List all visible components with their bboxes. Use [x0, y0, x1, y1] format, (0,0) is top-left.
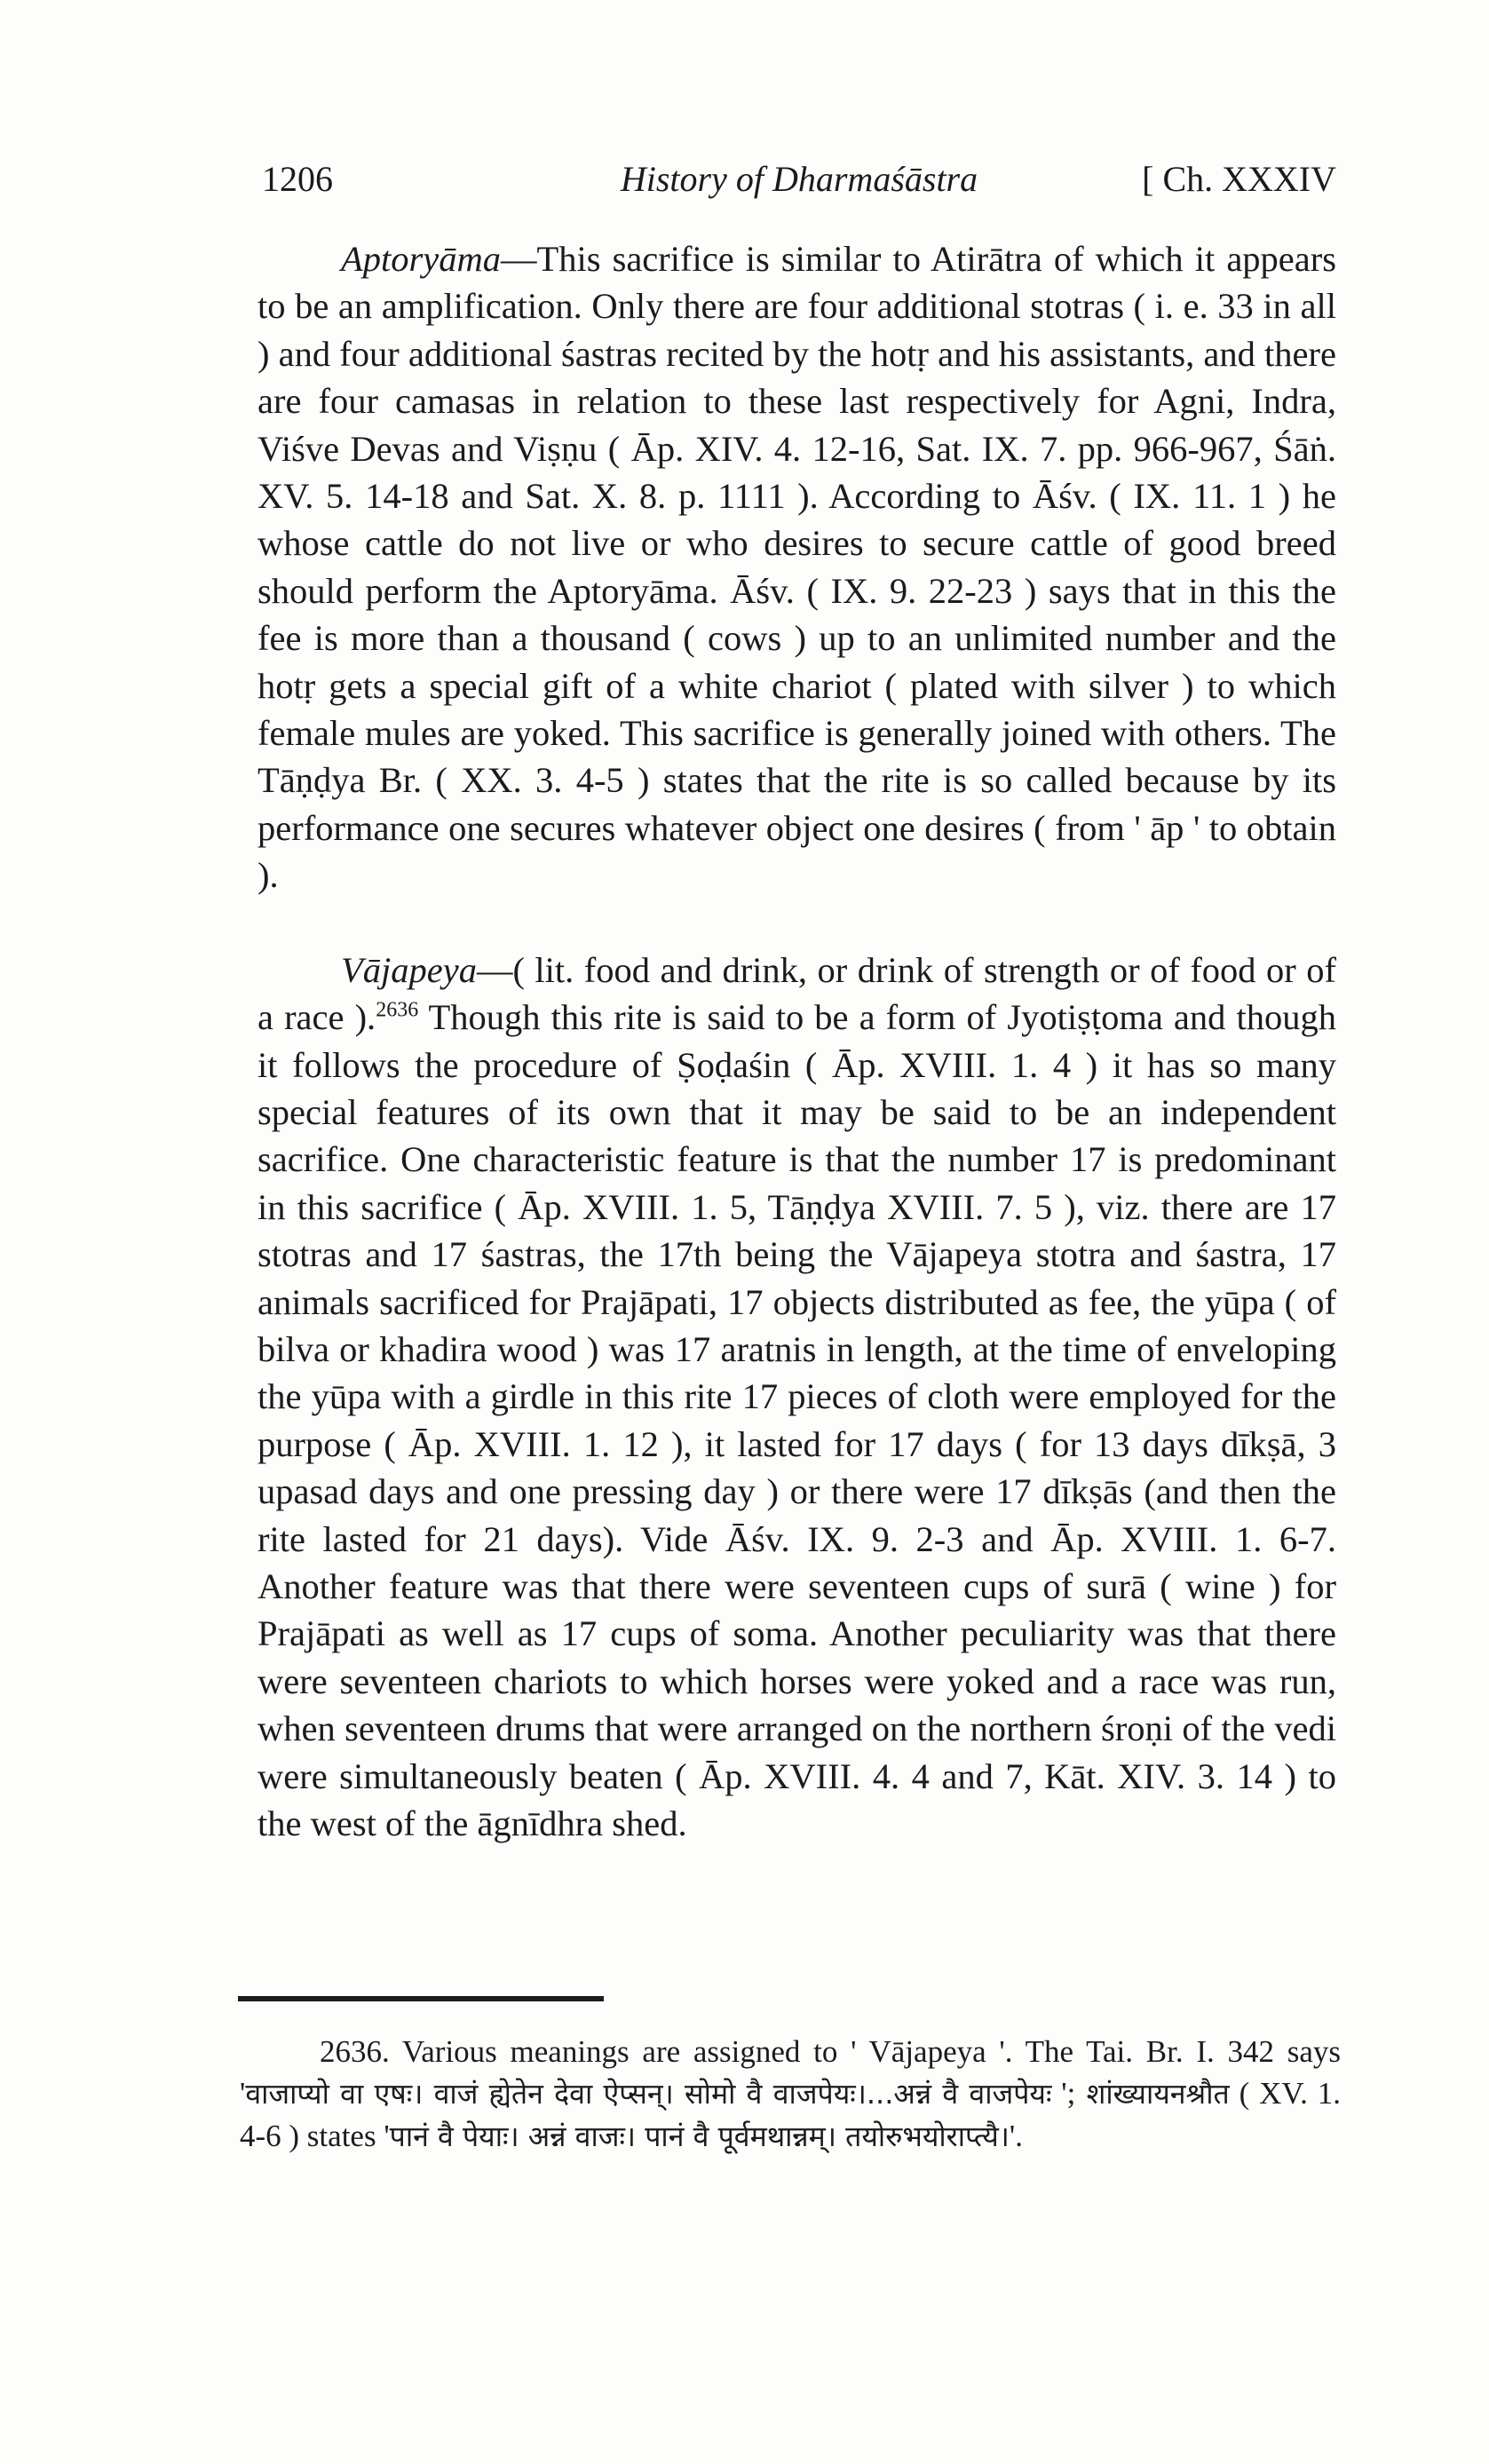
footnote-text: Various meanings are assigned to ' Vājapeya '. The Tai. Br. I. 342 says ': [240, 2034, 1341, 2111]
chapter-reference: [ Ch. XXXIV: [1142, 159, 1336, 199]
paragraph-vajapeya: [257, 947, 1336, 1848]
footnote-text: '.: [1009, 2119, 1023, 2153]
footnote-text: ';: [1051, 2076, 1076, 2111]
paragraph-text: —This sacrifice is similar to Atirātra of which it appears to be an amplification. Only there are four additional stotras ( i. e. 33 in all ) and four additional śastras recited by the hotṛ and his assistants, and there are four camasas in relation to these last respectively for Agni, Indra, Viśve Devas and Viṣṇu ( Āp. XIV. 4. 12-16, Sat. IX. 7. pp. 966-967, Śāṅ. XV. 5. 14-18 and Sat. X. 8. p. 1111 ). According to Āśv. ( IX. 11. 1 ) he whose cattle do not live or who desires to secure cattle of good breed should perform the Aptoryāma. Āśv. ( IX. 9. 22-23 ) says that in this the fee is more than a thousand ( cows ) up to an unlimited number and the hotṛ gets a special gift of a white chariot ( plated with silver ) to which female mules are yoked. This sacrifice is generally joined with others. The Tāṇḍya Br. ( XX. 3. 4-5 ) states that the rite is so called because by its performance one secures whatever object one desires ( from ' āp ' to obtain ).: [257, 239, 1336, 896]
paragraph-text: Though this rite is said to be a form of Jyotiṣṭoma and though it follows the procedure of Ṣoḍaśin ( Āp. XVIII. 1. 4 ) it has so many special features of its own that it may be said to be an independent sacrifice. One characteristic feature is that the number 17 is predominant in this sacrifice ( Āp. XVIII. 1. 5, Tāṇḍya XVIII. 7. 5 ), viz. there are 17 stotras and 17 śastras, the 17th being the Vājapeya stotra and śastra, 17 animals sacrificed for Prajāpati, 17 objects distributed as fee, the yūpa ( of bilva or khadira wood ) was 17 aratnis in length, at the time of enveloping the yūpa with a girdle in this rite 17 pieces of cloth were employed for the purpose ( Āp. XVIII. 1. 12 ), it lasted for 17 days ( for 13 days dīkṣā, 3 upasad days and one pressing day ) or there were 17 dīkṣās (and then the rite lasted for 21 days). Vide Āśv. IX. 9. 2-3 and Āp. XVIII. 1. 6-7. Another feature was that there were seventeen cups of surā ( wine ) for Prajāpati as well as 17 cups of soma. Another peculiarity was that there were seventeen chariots to which horses were yoked and a race was run, when seventeen drums that were arranged on the northern śroṇi of the vedi were simultaneously beaten ( Āp. XVIII. 4. 4 and 7, Kāt. XIV. 3. 14 ) to the west of the āgnīdhra shed.: [257, 997, 1336, 1843]
footnote-divider: [238, 1996, 604, 2001]
running-head: [262, 153, 1336, 206]
footnote-devanagari-source: शांख्यायनश्रौत: [1075, 2077, 1230, 2111]
page-number: 1206: [262, 159, 333, 199]
footnote-devanagari-quote: पानं वै पेयाः। अन्नं वाजः। पानं वै पूर्वमथान्नम्। तयोरुभयोराप्त्यै।: [389, 2119, 1010, 2153]
footnote-devanagari-quote: वाजाप्यो वा एषः। वाजं ह्येतेन देवा ऐप्सन्। सोमो वै वाजपेयः।...अन्नं वै वाजपेयः: [245, 2077, 1052, 2111]
footnote-text: ( XV. 1. 4-6 ) states ': [240, 2076, 1342, 2153]
body-text: [257, 235, 1336, 1847]
paragraph-text-intro: —( lit. food and drink, or drink of strength or of food or of a race ).: [257, 949, 1336, 1038]
running-title: History of Dharmaśāstra: [620, 159, 978, 199]
footnote: [240, 2031, 1341, 2158]
paragraph-aptoryama: [257, 235, 1336, 899]
footnote-number: 2636.: [320, 2034, 390, 2069]
lead-term-vajapeya: Vājapeya: [341, 949, 477, 990]
lead-term-aptoryama: Aptoryāma: [341, 239, 501, 279]
footnote-reference: 2636: [376, 998, 419, 1022]
